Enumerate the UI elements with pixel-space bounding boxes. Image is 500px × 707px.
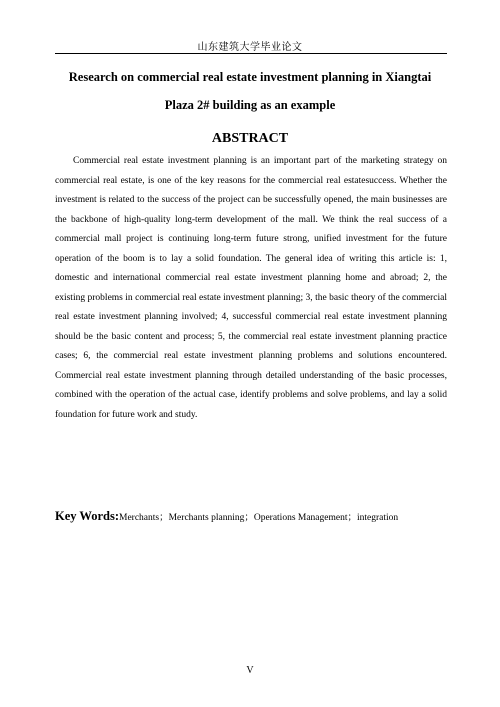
keywords-line [55, 509, 455, 524]
running-header: 山东建筑大学毕业论文 [197, 42, 303, 53]
keywords-items: Merchants；Merchants planning；Operations Management；integration [119, 513, 399, 523]
paper-title-line-1: Research on commercial real estate investment planning in Xiangtai [68, 70, 432, 84]
header-rule [55, 53, 447, 54]
paper-title [40, 63, 460, 119]
paper-title-line-2: Plaza 2# building as an example [164, 98, 336, 112]
page-number: V [246, 665, 254, 676]
abstract-heading: ABSTRACT [211, 131, 289, 146]
abstract-body: Commercial real estate investment planning is an important part of the marketing strategy on commercial real estate, is one of the key reasons for the commercial real estatesuccess. Whether the investment is related to the success of the project can be successfully opened, the main businesses are the backbone of high-quality long-term development of the mall. We think the real success of a commercial mall project is continuing long-term future strong, unified investment for the future operation of the boom is to lay a solid foundation. The general idea of writing this article is: 1, domestic and international commercial real estate investment planning home and abroad; 2, the existing problems in commercial real estate investment planning; 3, the basic theory of the commercial real estate investment planning involved; 4, successful commercial real estate investment planning should be the basic content and process; 5, the commercial real estate investment planning practice cases; 6, the commercial real estate investment planning problems and solutions encountered. Commercial real estate investment planning through detailed understanding of the basic processes, combined with the operation of the actual case, identify problems and solve problems, and lay a solid foundation for future work and study. [55, 156, 447, 420]
keywords-label: Key Words: [55, 509, 120, 523]
